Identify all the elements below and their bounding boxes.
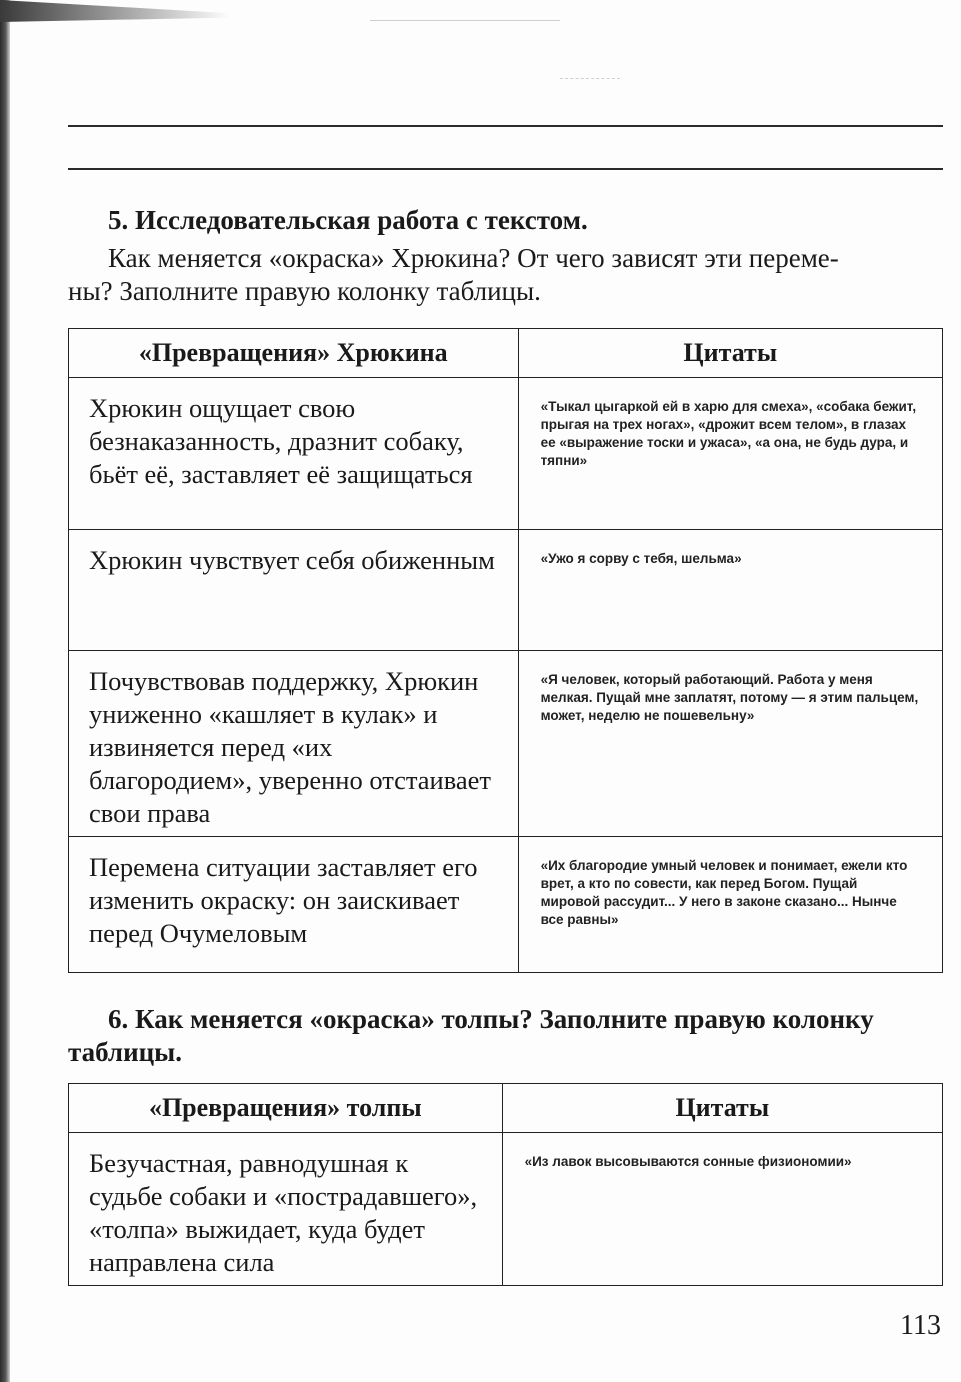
transformation-cell: Почувствовав поддержку, Хрюкин униженно «кашляет в кулак» и извиняется перед «их благородием», уверенно отстаивает свои права: [69, 651, 519, 837]
transformation-cell: Перемена ситуации заставляет его изменить окраску: он заискивает перед Очумеловым: [69, 837, 519, 973]
page-number: 113: [900, 1310, 941, 1341]
transformation-cell: Безучастная, равнодушная к судьбе собаки и «пострадавшего», «толпа» выжидает, куда будет направлена сила: [69, 1133, 503, 1286]
column-header-quotes: Цитаты: [518, 329, 942, 378]
quote-cell[interactable]: «Тыкал цыгаркой ей в харю для смеха», «собака бежит, прыгая на трех ногах», «дрожит всем телом», в глазах ее «выражение тоски и ужаса», «а она, не будь дура, и тяпни»: [518, 378, 942, 530]
table-header-row: [69, 1084, 943, 1133]
task5-table: [68, 328, 943, 973]
transformation-cell: Хрюкин ощущает свою безнаказанность, дразнит собаку, бьёт её, заставляет её защищаться: [69, 378, 519, 530]
task5-question: [68, 242, 948, 308]
scan-corner-mark: [0, 0, 230, 22]
transformation-cell: Хрюкин чувствует себя обиженным: [69, 530, 519, 651]
quote-cell[interactable]: «Ужо я сорву с тебя, шельма»: [518, 530, 942, 651]
table-header-row: [69, 329, 943, 378]
column-header-transformations: «Превращения» Хрюкина: [69, 329, 519, 378]
task6-heading-line2: таблицы.: [68, 1037, 183, 1067]
task5-question-line1: Как меняется «окраска» Хрюкина? От чего зависят эти переме-: [108, 243, 839, 273]
quote-cell[interactable]: «Из лавок высовываются сонные физиономии»: [502, 1133, 942, 1286]
table-row: [69, 1133, 943, 1286]
task6-table: [68, 1083, 943, 1286]
table-row: [69, 530, 943, 651]
faint-line: [560, 78, 620, 79]
quote-cell[interactable]: «Я человек, который работающий. Работа у меня мелкая. Пущай мне заплатят, потому — я этим пальцем, может, неделю не пошевельну»: [518, 651, 942, 837]
answer-line: [68, 168, 943, 170]
task5-question-line2: ны? Заполните правую колонку таблицы.: [68, 276, 541, 306]
task6-heading: [68, 1003, 948, 1069]
faint-line: [370, 20, 560, 21]
answer-line: [68, 125, 943, 127]
table-row: [69, 837, 943, 973]
quote-cell[interactable]: «Их благородие умный человек и понимает, ежели кто врет, а кто по совести, как перед Богом. Пущай мировой рассудит... У него в законе сказано... Нынче все равны»: [518, 837, 942, 973]
table-row: [69, 378, 943, 530]
scan-shadow: [0, 0, 10, 1382]
task5-heading: 5. Исследовательская работа с текстом.: [108, 205, 588, 235]
column-header-transformations: «Превращения» толпы: [69, 1084, 503, 1133]
column-header-quotes: Цитаты: [502, 1084, 942, 1133]
task6-heading-line1: 6. Как меняется «окраска» толпы? Заполните правую колонку: [108, 1004, 874, 1034]
table-row: [69, 651, 943, 837]
